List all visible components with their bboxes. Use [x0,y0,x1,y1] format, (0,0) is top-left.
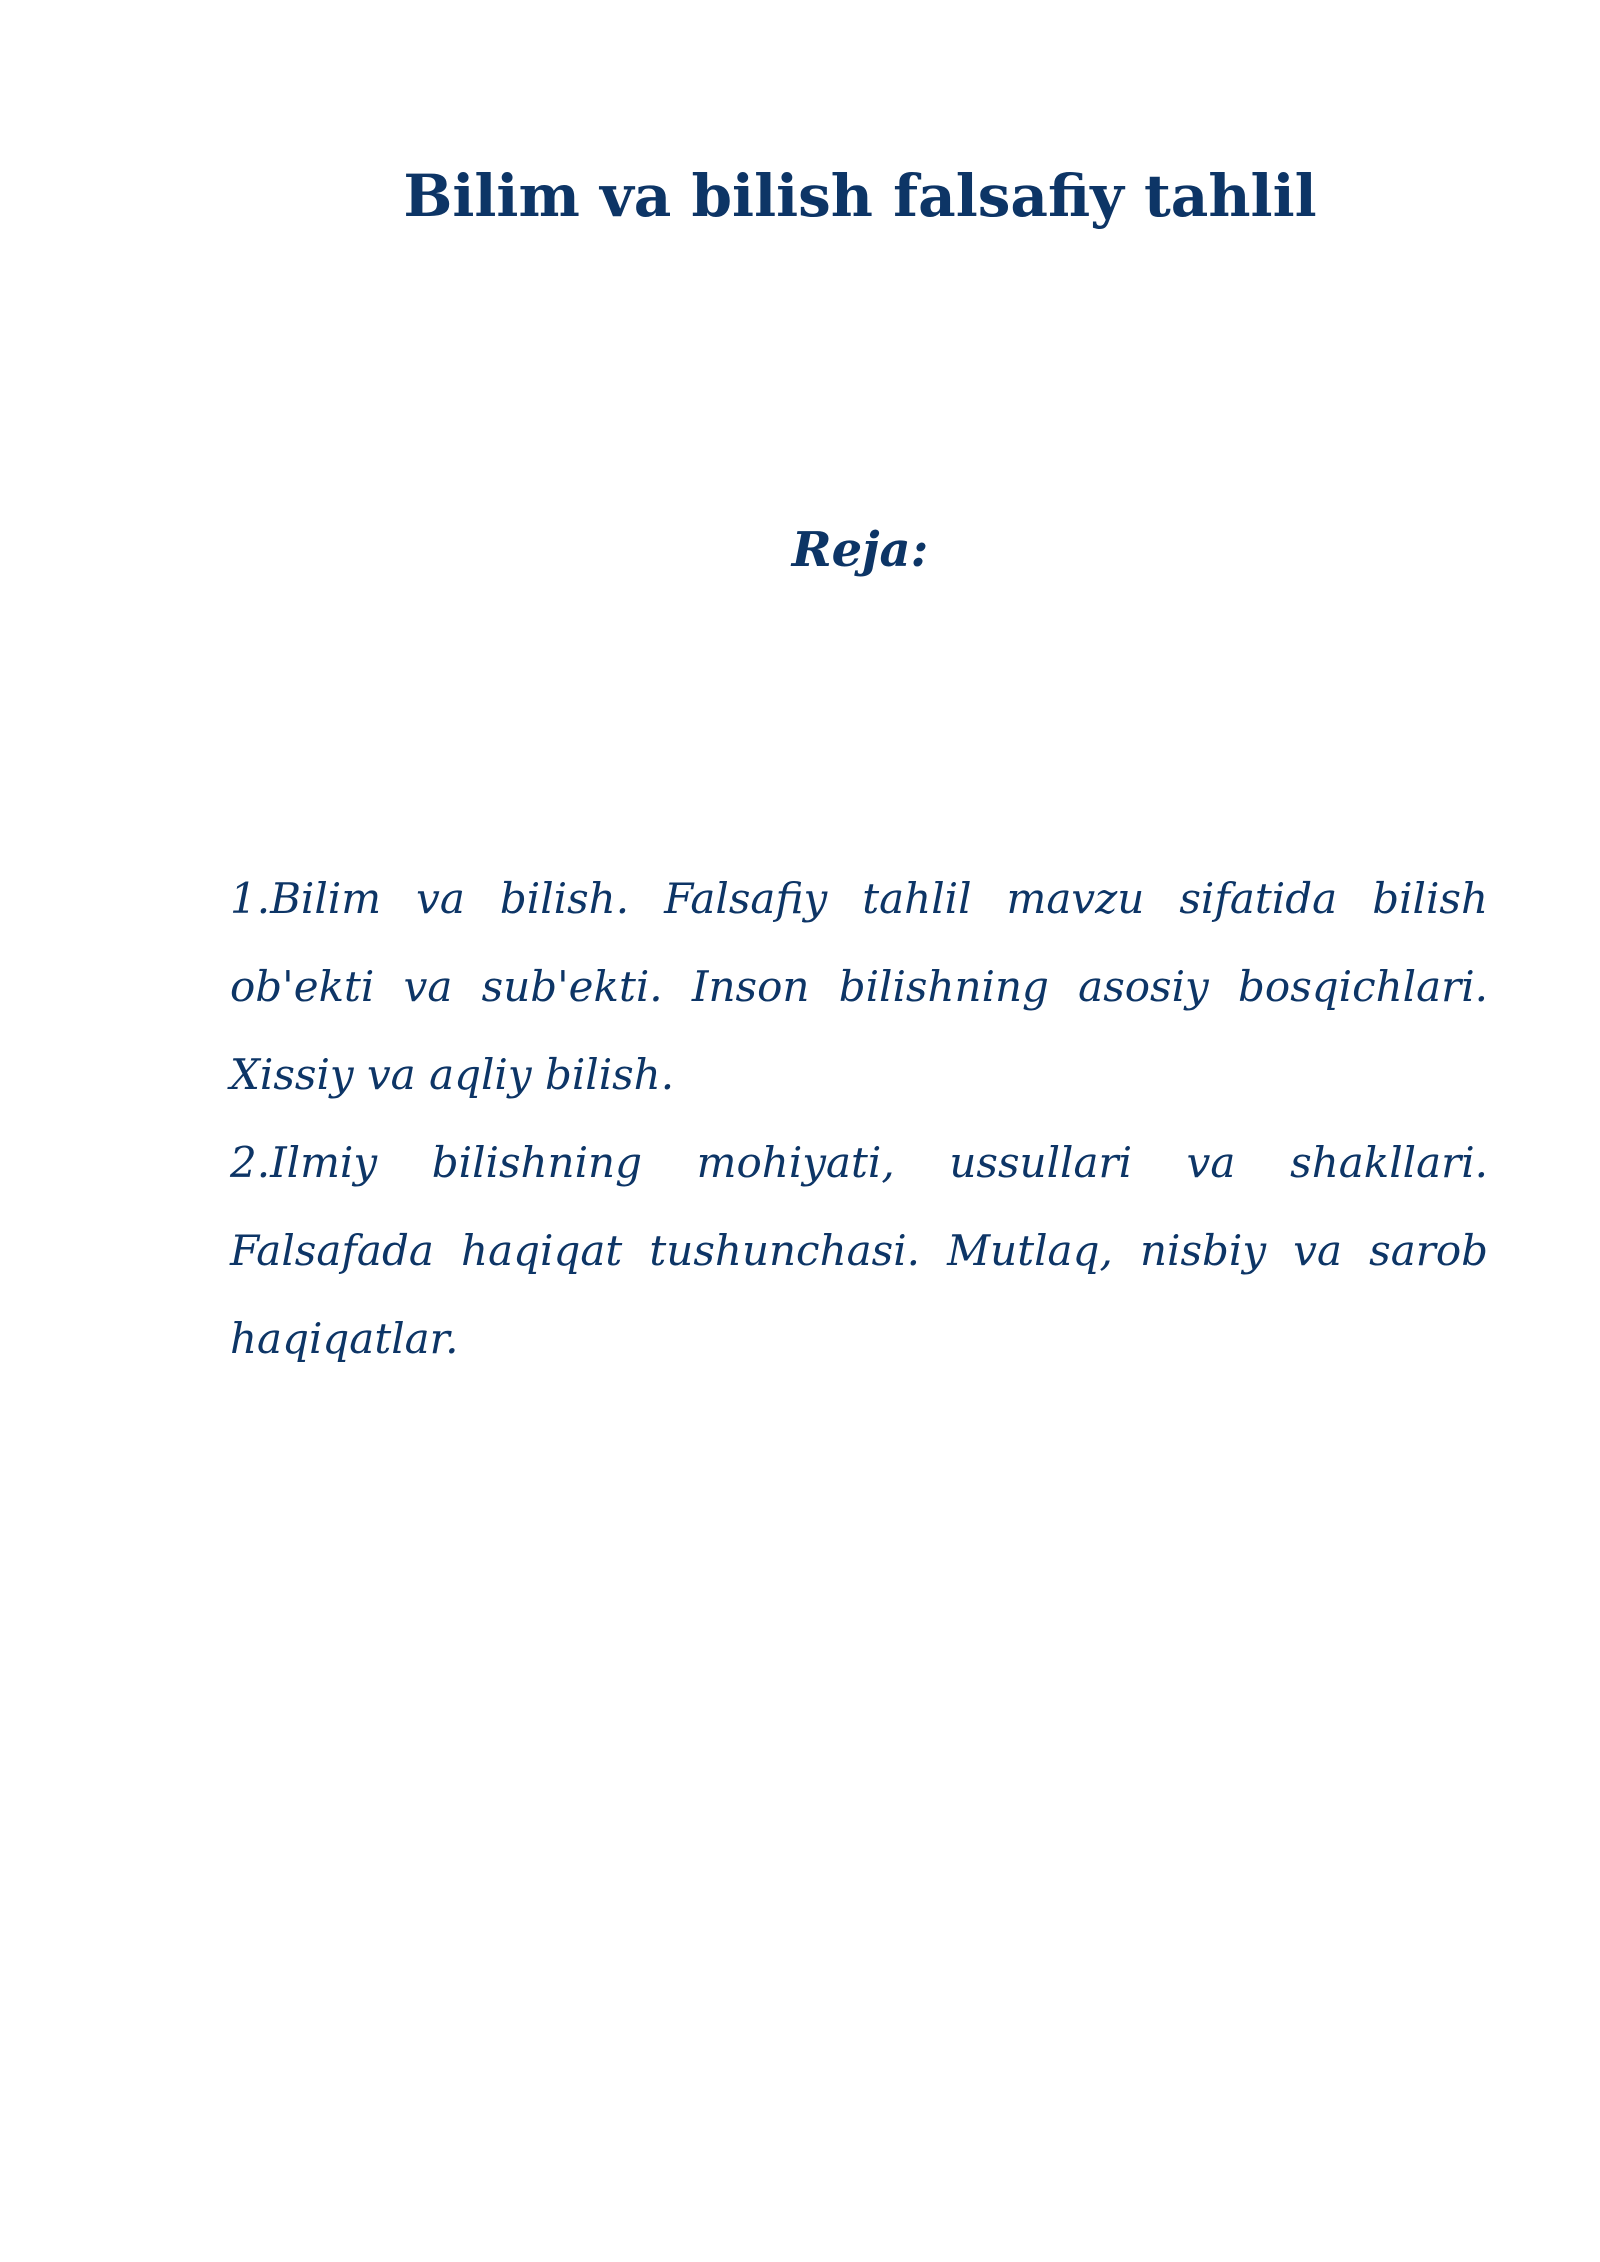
plan-item: 2.Ilmiy bilishning mohiyati, ussullari va shakllari. Falsafada haqiqat tushunchasi. Mutlaq, nisbiy va sarob haqiqatlar. [230,1138,1488,1363]
plan-item: 1.Bilim va bilish. Falsafiy tahlil mavzu sifatida bilish ob'ekti va sub'ekti. Inson bilishning asosiy bosqichlari. Xissiy va aqliy bilish. [230,874,1488,1099]
document-title: Bilim va bilish falsafiy tahlil [403,162,1317,230]
plan-list [230,855,1488,1383]
plan-heading: Reja: [791,522,929,578]
